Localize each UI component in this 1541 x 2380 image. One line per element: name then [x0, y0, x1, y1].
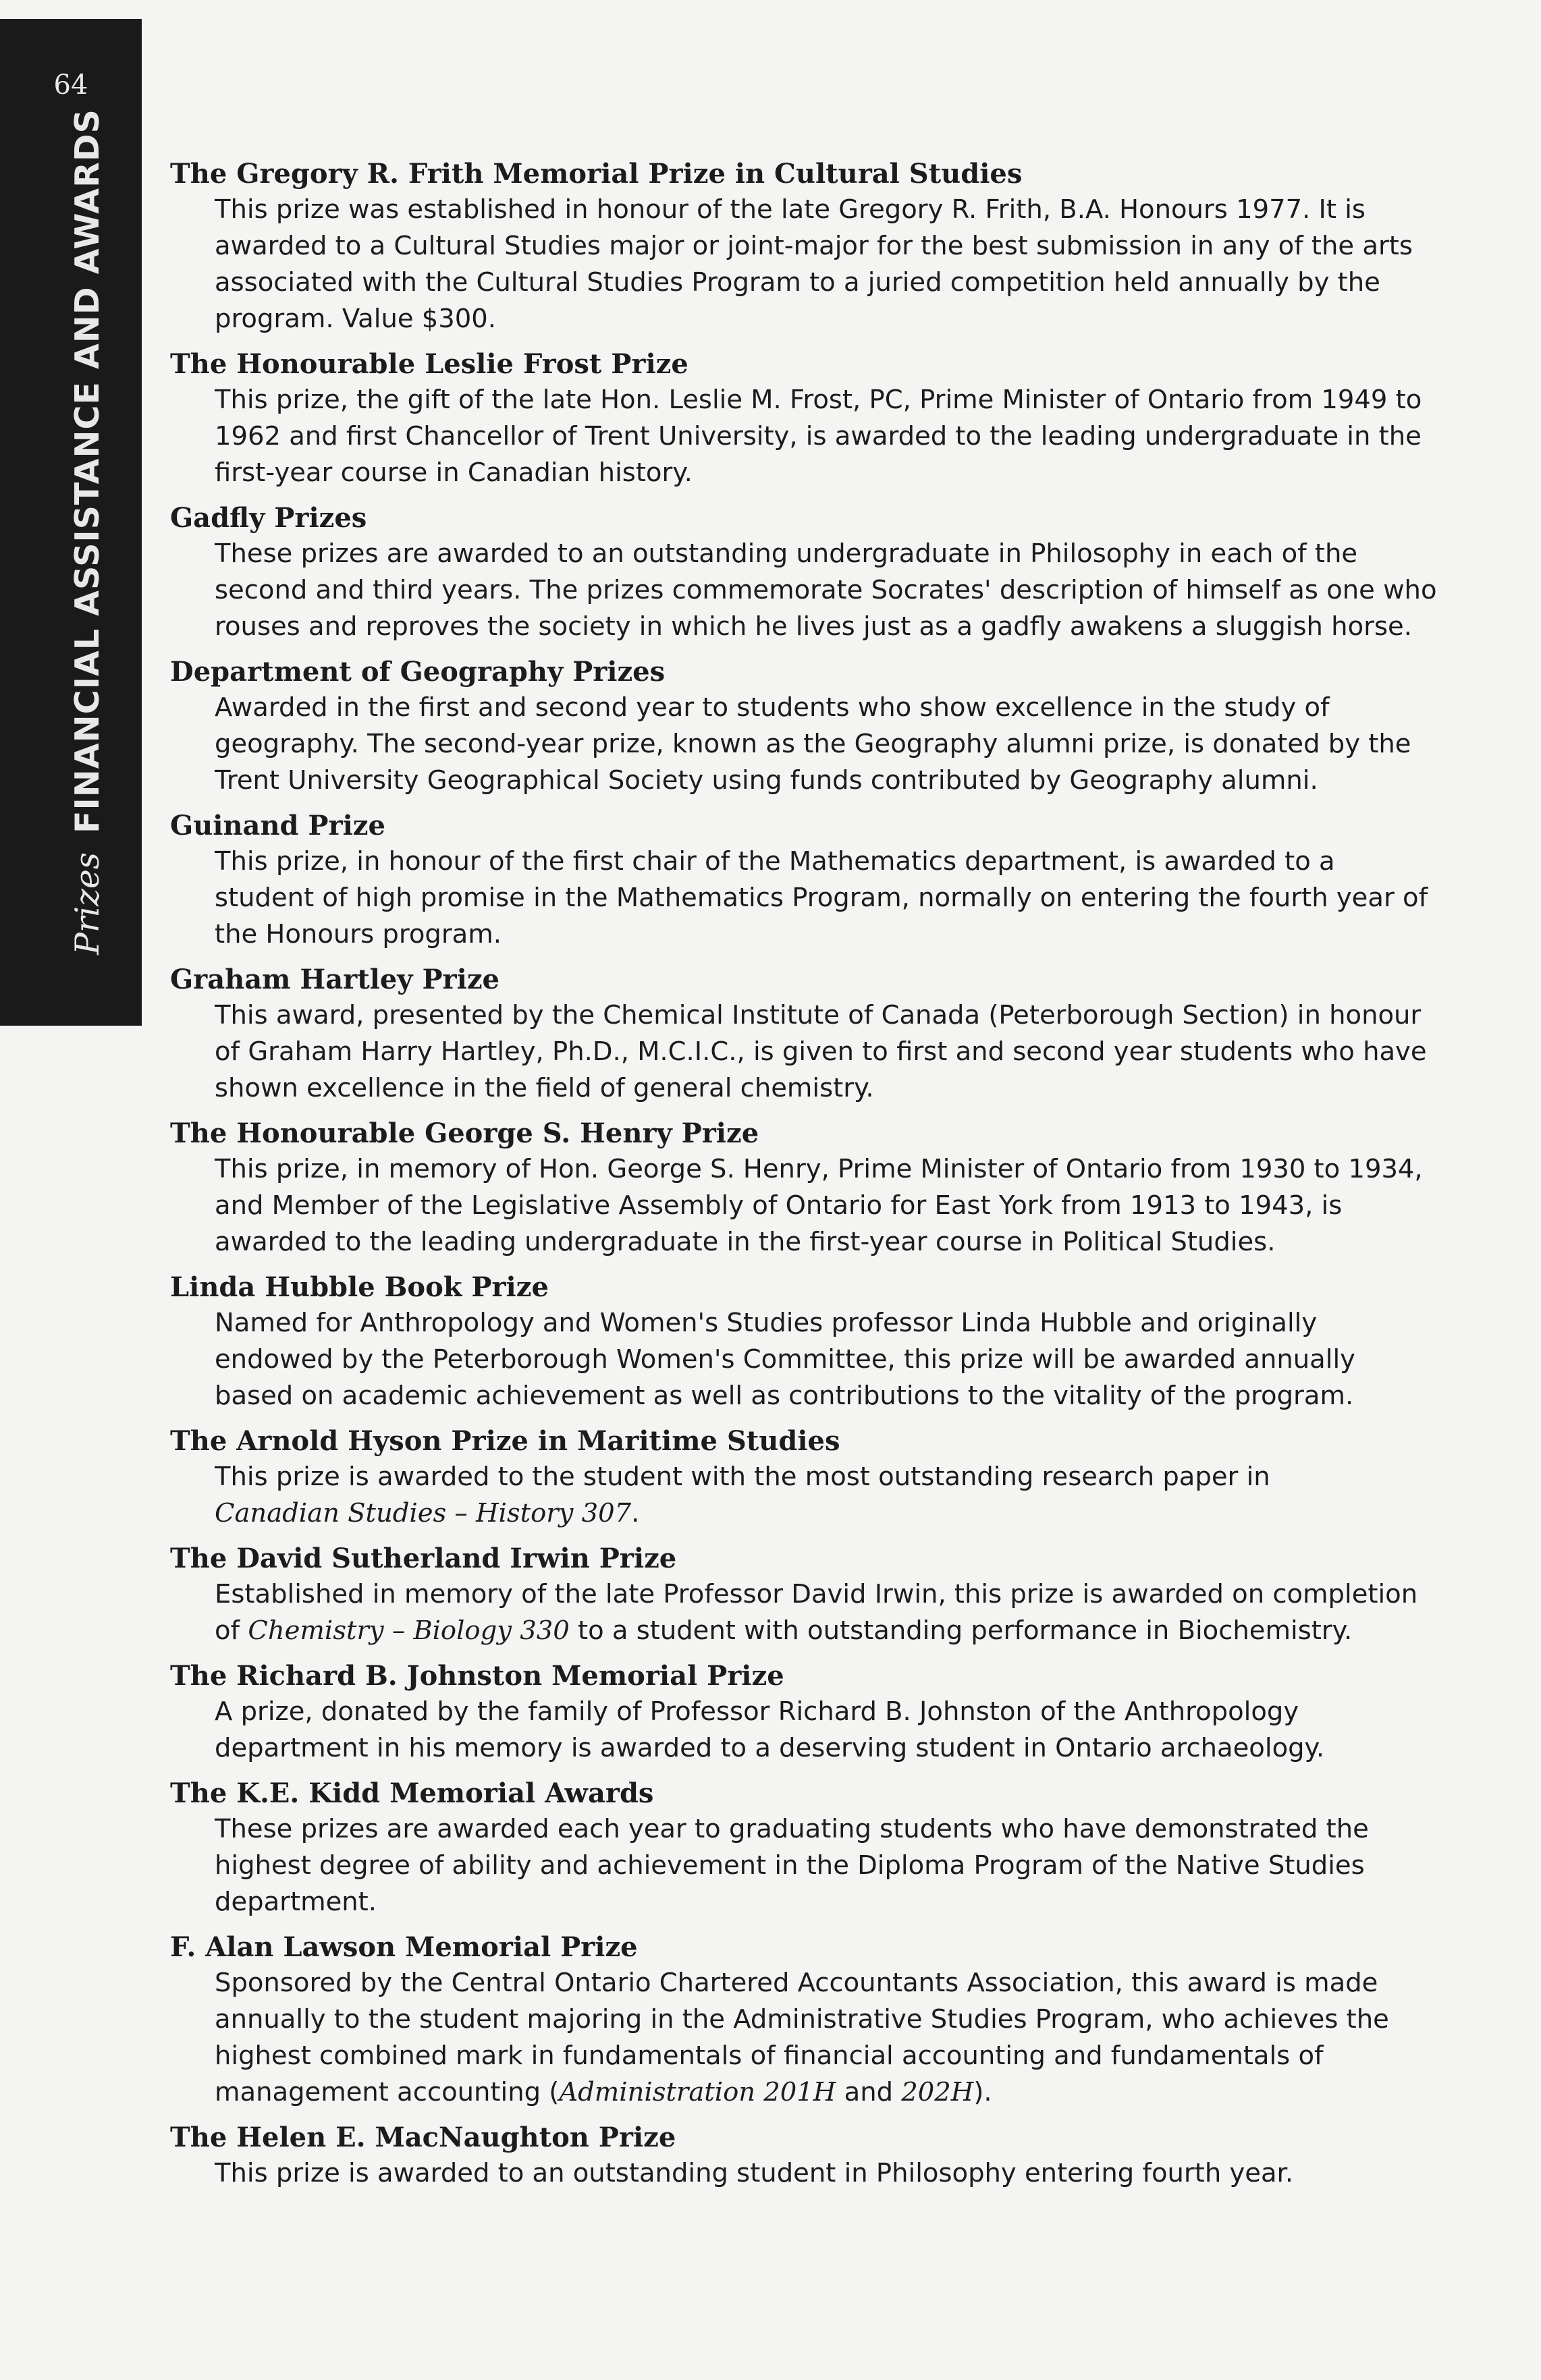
prize-description: These prizes are awarded to an outstanding undergraduate in Philosophy in each of the second and third years. The prizes commemorate Socrates' description of himself as one who rouses and reproves the society in which he lives just as a gadfly awakens a sluggish horse.	[215, 538, 1437, 642]
description-text-mid: and	[836, 2077, 902, 2107]
prize-entry	[170, 347, 1439, 491]
prize-title: The Gregory R. Frith Memorial Prize in Cultural Studies	[170, 158, 1023, 190]
prize-description: These prizes are awarded each year to graduating students who have demonstrated the highest degree of ability and achievement in the Diploma Program of the Native Studies department.	[215, 1814, 1369, 1917]
prize-title: Linda Hubble Book Prize	[170, 1271, 549, 1303]
prize-description: A prize, donated by the family of Professor Richard B. Johnston of the Anthropology department in his memory is awarded to a deserving student in Ontario archaeology.	[215, 1696, 1325, 1763]
description-text: Established in memory of the late Professor David Irwin, this prize is awarded on completion of	[215, 1579, 1418, 1646]
prize-description	[215, 1965, 1439, 2111]
course-name-2: 202H	[901, 2077, 974, 2107]
description-text: This prize is awarded to the student with the most outstanding research paper in	[215, 1462, 1270, 1492]
prize-entry	[170, 501, 1439, 645]
prize-entry	[170, 1776, 1439, 1920]
description-text-end: ).	[973, 2077, 992, 2107]
course-name: Administration 201H	[559, 2077, 836, 2107]
prize-description: This prize is awarded to an outstanding student in Philosophy entering fourth year.	[215, 2158, 1294, 2188]
description-text: Sponsored by the Central Ontario Chartered Accountants Association, this award is made annually to the student majoring in the Administrative Studies Program, who achieves the highest combined mark in fundamentals of financial accounting and fundamentals of management accounting (	[215, 1968, 1389, 2107]
prize-entry	[170, 1659, 1439, 1767]
prize-title: The David Sutherland Irwin Prize	[170, 1543, 677, 1574]
prize-entry	[170, 655, 1439, 799]
prize-description: This prize, in honour of the first chair of the Mathematics department, is awarded to a student of high promise in the Mathematics Program, normally on entering the fourth year of the Honours program.	[215, 846, 1428, 949]
prize-entry	[170, 2120, 1439, 2192]
prize-title: The Arnold Hyson Prize in Maritime Studies	[170, 1425, 840, 1457]
prize-title: The Honourable Leslie Frost Prize	[170, 348, 688, 380]
prize-description: This award, presented by the Chemical Institute of Canada (Peterborough Section) in honour of Graham Harry Hartley, Ph.D., M.C.I.C., is given to first and second year students who have shown excellence in the field of general chemistry.	[215, 1000, 1427, 1103]
prize-description: This prize, in memory of Hon. George S. Henry, Prime Minister of Ontario from 1930 to 1934, and Member of the Legislative Assembly of Ontario for East York from 1913 to 1943, is awarded to the leading undergraduate in the first-year course in Political Studies.	[215, 1154, 1423, 1257]
prize-entry	[170, 1270, 1439, 1414]
prize-title: The Helen E. MacNaughton Prize	[170, 2122, 676, 2153]
prize-entry	[170, 1541, 1439, 1649]
prize-title: The Honourable George S. Henry Prize	[170, 1117, 759, 1149]
prize-description: This prize, the gift of the late Hon. Leslie M. Frost, PC, Prime Minister of Ontario from 1949 to 1962 and first Chancellor of Trent University, is awarded to the leading undergraduate in the first-year course in Canadian history.	[215, 385, 1422, 488]
prize-description: Named for Anthropology and Women's Studies professor Linda Hubble and originally endowed by the Peterborough Women's Committee, this prize will be awarded annually based on academic achievement as well as contributions to the vitality of the program.	[215, 1308, 1355, 1411]
prize-description	[215, 1459, 1439, 1532]
course-name: Canadian Studies – History 307	[215, 1498, 632, 1528]
description-text-end: to a student with outstanding performance in Biochemistry.	[569, 1615, 1353, 1646]
section-word: Prizes	[68, 852, 107, 955]
section-title: FINANCIAL ASSISTANCE AND AWARDS	[68, 109, 107, 833]
prize-title: The K.E. Kidd Memorial Awards	[170, 1777, 654, 1809]
prize-description	[215, 1576, 1439, 1649]
prize-entry	[170, 1930, 1439, 2111]
prize-description: This prize was established in honour of the late Gregory R. Frith, B.A. Honours 1977. It is awarded to a Cultural Studies major or joint-major for the best submission in any of the arts associated with the Cultural Studies Program to a juried competition held annually by the program. Value $300.	[215, 194, 1413, 334]
page-number: 64	[53, 69, 88, 101]
prize-entry	[170, 962, 1439, 1107]
prize-list	[170, 157, 1439, 2201]
description-text-end: .	[631, 1498, 640, 1528]
prize-entry	[170, 808, 1439, 953]
prize-title: Guinand Prize	[170, 810, 385, 841]
section-side-label	[68, 109, 107, 955]
prize-description: Awarded in the first and second year to students who show excellence in the study of geography. The second-year prize, known as the Geography alumni prize, is donated by the Trent University Geographical Society using funds contributed by Geography alumni.	[215, 692, 1411, 796]
prize-title: The Richard B. Johnston Memorial Prize	[170, 1660, 784, 1692]
prize-entry	[170, 157, 1439, 337]
course-name: Chemistry – Biology 330	[248, 1615, 570, 1646]
prize-title: F. Alan Lawson Memorial Prize	[170, 1931, 638, 1963]
prize-title: Graham Hartley Prize	[170, 964, 499, 995]
prize-entry	[170, 1424, 1439, 1532]
prize-title: Department of Geography Prizes	[170, 656, 666, 688]
prize-title: Gadfly Prizes	[170, 502, 367, 534]
prize-entry	[170, 1116, 1439, 1261]
